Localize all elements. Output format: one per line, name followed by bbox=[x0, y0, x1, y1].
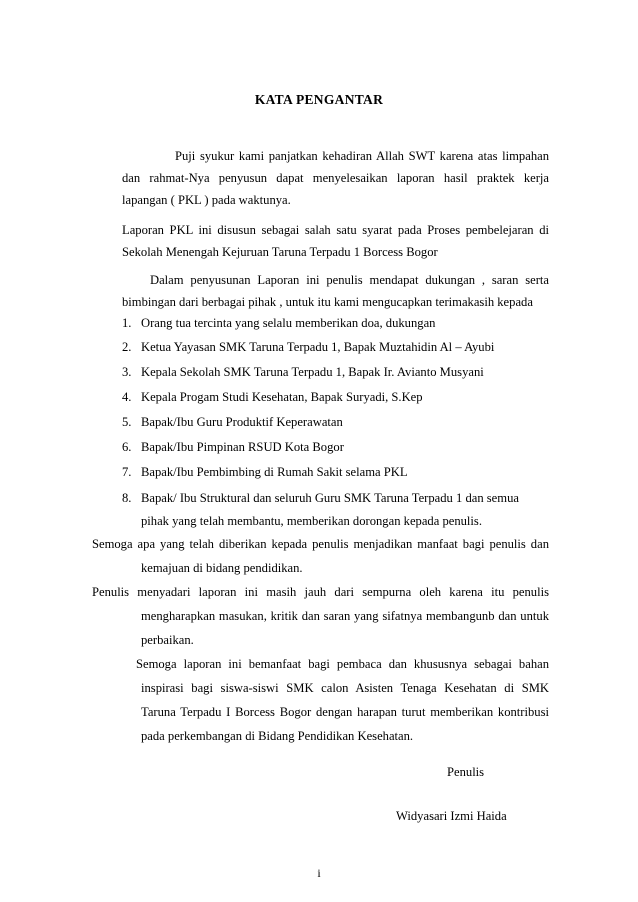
para1-line2: dan rahmat-Nya penyusun dapat menyelesaikan laporan hasil praktek kerja bbox=[122, 171, 549, 185]
list-item-7-text: Bapak/Ibu Pembimbing di Rumah Sakit selama PKL bbox=[141, 465, 408, 479]
list-item-8-number: 8. bbox=[122, 491, 132, 505]
list-item-6-number: 6. bbox=[122, 440, 132, 454]
list-item-6-text: Bapak/Ibu Pimpinan RSUD Kota Bogor bbox=[141, 440, 344, 454]
para2-line2: Sekolah Menengah Kejuruan Taruna Terpadu 1 Borcess Bogor bbox=[122, 245, 438, 259]
para6-line1: Semoga laporan ini bemanfaat bagi pembaca dan khususnya sebagai bahan bbox=[136, 657, 549, 671]
para1-line1: Puji syukur kami panjatkan kehadiran Allah SWT karena atas limpahan bbox=[175, 149, 549, 163]
para1-line3: lapangan ( PKL ) pada waktunya. bbox=[122, 193, 291, 207]
page-number: i bbox=[317, 866, 321, 880]
para6-line4: pada perkembangan di Bidang Pendidikan Kesehatan. bbox=[141, 729, 414, 743]
list-item-4-text: Kepala Progam Studi Kesehatan, Bapak Suryadi, S.Kep bbox=[141, 390, 423, 404]
para4-line2: kemajuan di bidang pendidikan. bbox=[141, 561, 303, 575]
list-item-8-continuation: pihak yang telah membantu, memberikan dorongan kepada penulis. bbox=[141, 514, 482, 528]
para3-line2: bimbingan dari berbagai pihak , untuk itu kami mengucapkan terimakasih kepada bbox=[122, 295, 533, 309]
page-title: KATA PENGANTAR bbox=[254, 92, 384, 107]
para6-line3: Taruna Terpadu I Borcess Bogor dengan harapan turut memberikan kontribusi bbox=[141, 705, 549, 719]
list-item-2-text: Ketua Yayasan SMK Taruna Terpadu 1, Bapak Muztahidin Al – Ayubi bbox=[141, 340, 495, 354]
para5-line3: perbaikan. bbox=[141, 633, 194, 647]
para4-line1: Semoga apa yang telah diberikan kepada penulis menjadikan manfaat bagi penulis dan bbox=[92, 537, 549, 551]
list-item-7-number: 7. bbox=[122, 465, 132, 479]
list-item-3-text: Kepala Sekolah SMK Taruna Terpadu 1, Bapak Ir. Avianto Musyani bbox=[141, 365, 484, 379]
list-item-5-number: 5. bbox=[122, 415, 132, 429]
list-item-4-number: 4. bbox=[122, 390, 132, 404]
list-item-3-number: 3. bbox=[122, 365, 132, 379]
para3-line1: Dalam penyusunan Laporan ini penulis mendapat dukungan , saran serta bbox=[150, 273, 549, 287]
list-item-5-text: Bapak/Ibu Guru Produktif Keperawatan bbox=[141, 415, 343, 429]
signature-name: Widyasari Izmi Haida bbox=[396, 809, 507, 823]
para6-line2: inspirasi bagi siswa-siswi SMK calon Asisten Tenaga Kesehatan di SMK bbox=[141, 681, 549, 695]
list-item-8-text: Bapak/ Ibu Struktural dan seluruh Guru SMK Taruna Terpadu 1 dan semua bbox=[141, 491, 519, 505]
signature-role: Penulis bbox=[447, 765, 485, 779]
para2-line1: Laporan PKL ini disusun sebagai salah satu syarat pada Proses pembelejaran di bbox=[122, 223, 549, 237]
para5-line2: mengharapkan masukan, kritik dan saran yang sifatnya membangunb dan untuk bbox=[141, 609, 549, 623]
para5-line1: Penulis menyadari laporan ini masih jauh dari sempurna oleh karena itu penulis bbox=[92, 585, 549, 599]
list-item-1-text: Orang tua tercinta yang selalu memberikan doa, dukungan bbox=[141, 316, 436, 330]
list-item-1-number: 1. bbox=[122, 316, 132, 330]
list-item-2-number: 2. bbox=[122, 340, 132, 354]
